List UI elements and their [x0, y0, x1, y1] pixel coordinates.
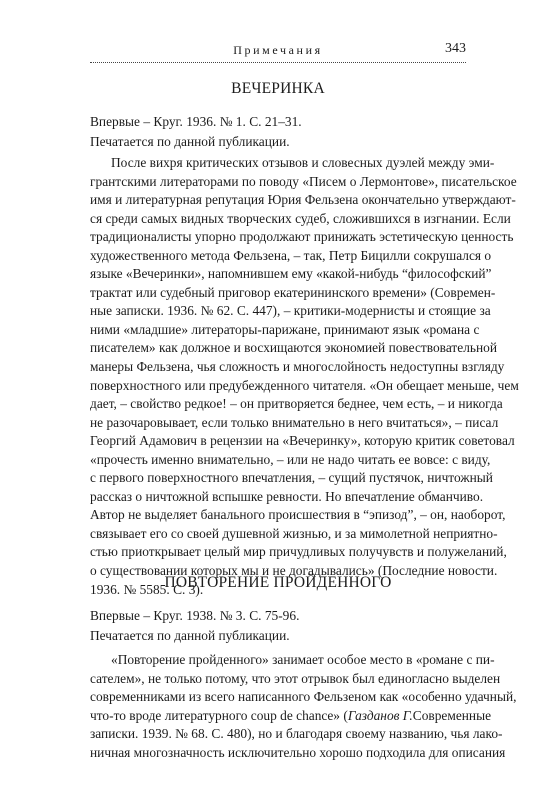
author-citation: Газданов Г.: [347, 707, 413, 723]
text-line: о существовании которых мы и не догадывались» (Последние новости.: [90, 563, 498, 579]
text-line: манеры Фельзена, чья сложность и многослойность недоступны взгляду: [90, 359, 505, 375]
section-title-vecherinka: ВЕЧЕРИНКА: [231, 80, 325, 97]
text-line: с первого поверхностного впечатления, – сущий пустячок, ничтожный: [90, 470, 493, 486]
publication-note: [90, 112, 302, 152]
text-line: Георгий Адамович в рецензии на «Вечеринку», которую критик советовал: [90, 433, 515, 449]
text-line: традиционалисты упорно продолжают принижать эстетическую ценность: [90, 229, 514, 245]
text-line: писателем» как должное и восхищаются экономией повествовательной: [90, 340, 498, 356]
text-line: современниками из всего написанного Фельзеном как «особенно удачный,: [90, 689, 517, 705]
text-line: дает, – свойство редкое! – он притворяется беднее, чем есть, – и никогда: [90, 396, 503, 412]
printed-from-line: Печатается по данной публикации.: [90, 134, 290, 149]
text-line: «Повторение пройденного» занимает особое место в «романе с пи-: [111, 652, 495, 667]
running-head: [90, 40, 466, 60]
text-line: языке «Вечеринки», напомнившем ему «какой-нибудь “философский”: [90, 266, 492, 282]
text-fragment: что-то вроде литературного coup de chance» (: [90, 707, 348, 723]
first-published-line: Впервые – Круг. 1938. № 3. С. 75-96.: [90, 608, 300, 623]
publication-note: [90, 606, 299, 646]
header-rule: [90, 62, 466, 63]
text-line: ними «младшие» литераторы-парижане, принимают язык «романа с: [90, 321, 480, 337]
text-line: сателем», не только потому, что этот отрывок был единогласно выделен: [90, 670, 501, 686]
text-line: стью приоткрывает целый мир причудливых получувств и полужеланий,: [90, 544, 507, 560]
text-line: трактат или судебный приговор екатерининского времени» (Современ-: [90, 284, 496, 300]
text-line: грантскими литераторами по поводу «Писем о Лермонтове», писательское: [90, 173, 517, 189]
commentary-paragraph: [90, 651, 517, 762]
text-line: Автор не выделяет банального происшествия в “эпизод”, – он, наоборот,: [90, 507, 506, 523]
printed-from-line: Печатается по данной публикации.: [90, 628, 290, 643]
text-line: поверхностного или предубежденного читателя. «Он обещает меньше, чем: [90, 377, 519, 393]
text-line: ные записки. 1936. № 62. С. 447), – критики-модернисты и стоящие за: [90, 303, 491, 319]
text-line: имя и литературная репутация Юрия Фельзена окончательно утверждают-: [90, 192, 516, 208]
text-line: 1936. № 5585. С. 3).: [90, 581, 204, 597]
commentary-paragraph: [90, 154, 519, 599]
text-line: ся среди самых видных творческих судеб, сложившихся в изгнании. Если: [90, 210, 511, 226]
text-line: «прочесть именно внимательно, – или не надо читать ее вовсе: с виду,: [90, 451, 491, 467]
text-line: связывает его со своей душевной жизнью, и за мимолетной неприятно-: [90, 525, 498, 541]
text-fragment: [90, 707, 413, 726]
text-line: записки. 1939. № 68. С. 480), но и благодаря своему названию, чья лако-: [90, 726, 503, 742]
text-line: художественного метода Фельзена, – так, Петр Бицилли сокрушался о: [90, 247, 492, 263]
text-line: [90, 707, 492, 726]
text-line: не разочаровывает, если только внимательно в него вчитаться», – писал: [90, 414, 499, 430]
text-fragment: Современные: [412, 707, 492, 723]
page-number: 343: [445, 41, 466, 56]
text-line: ничная многозначность исключительно хорошо подходила для описания: [90, 744, 506, 760]
text-line: После вихря критических отзывов и словесных дуэлей между эми-: [111, 155, 495, 170]
section-title-povtorenie: ПОВТОРЕНИЕ ПРОЙДЕННОГО: [164, 574, 392, 591]
running-title: Примечания: [233, 43, 323, 57]
first-published-line: Впервые – Круг. 1936. № 1. С. 21–31.: [90, 114, 302, 129]
text-line: рассказ о ничтожной вспышке ревности. Но впечатление обманчиво.: [90, 488, 484, 504]
